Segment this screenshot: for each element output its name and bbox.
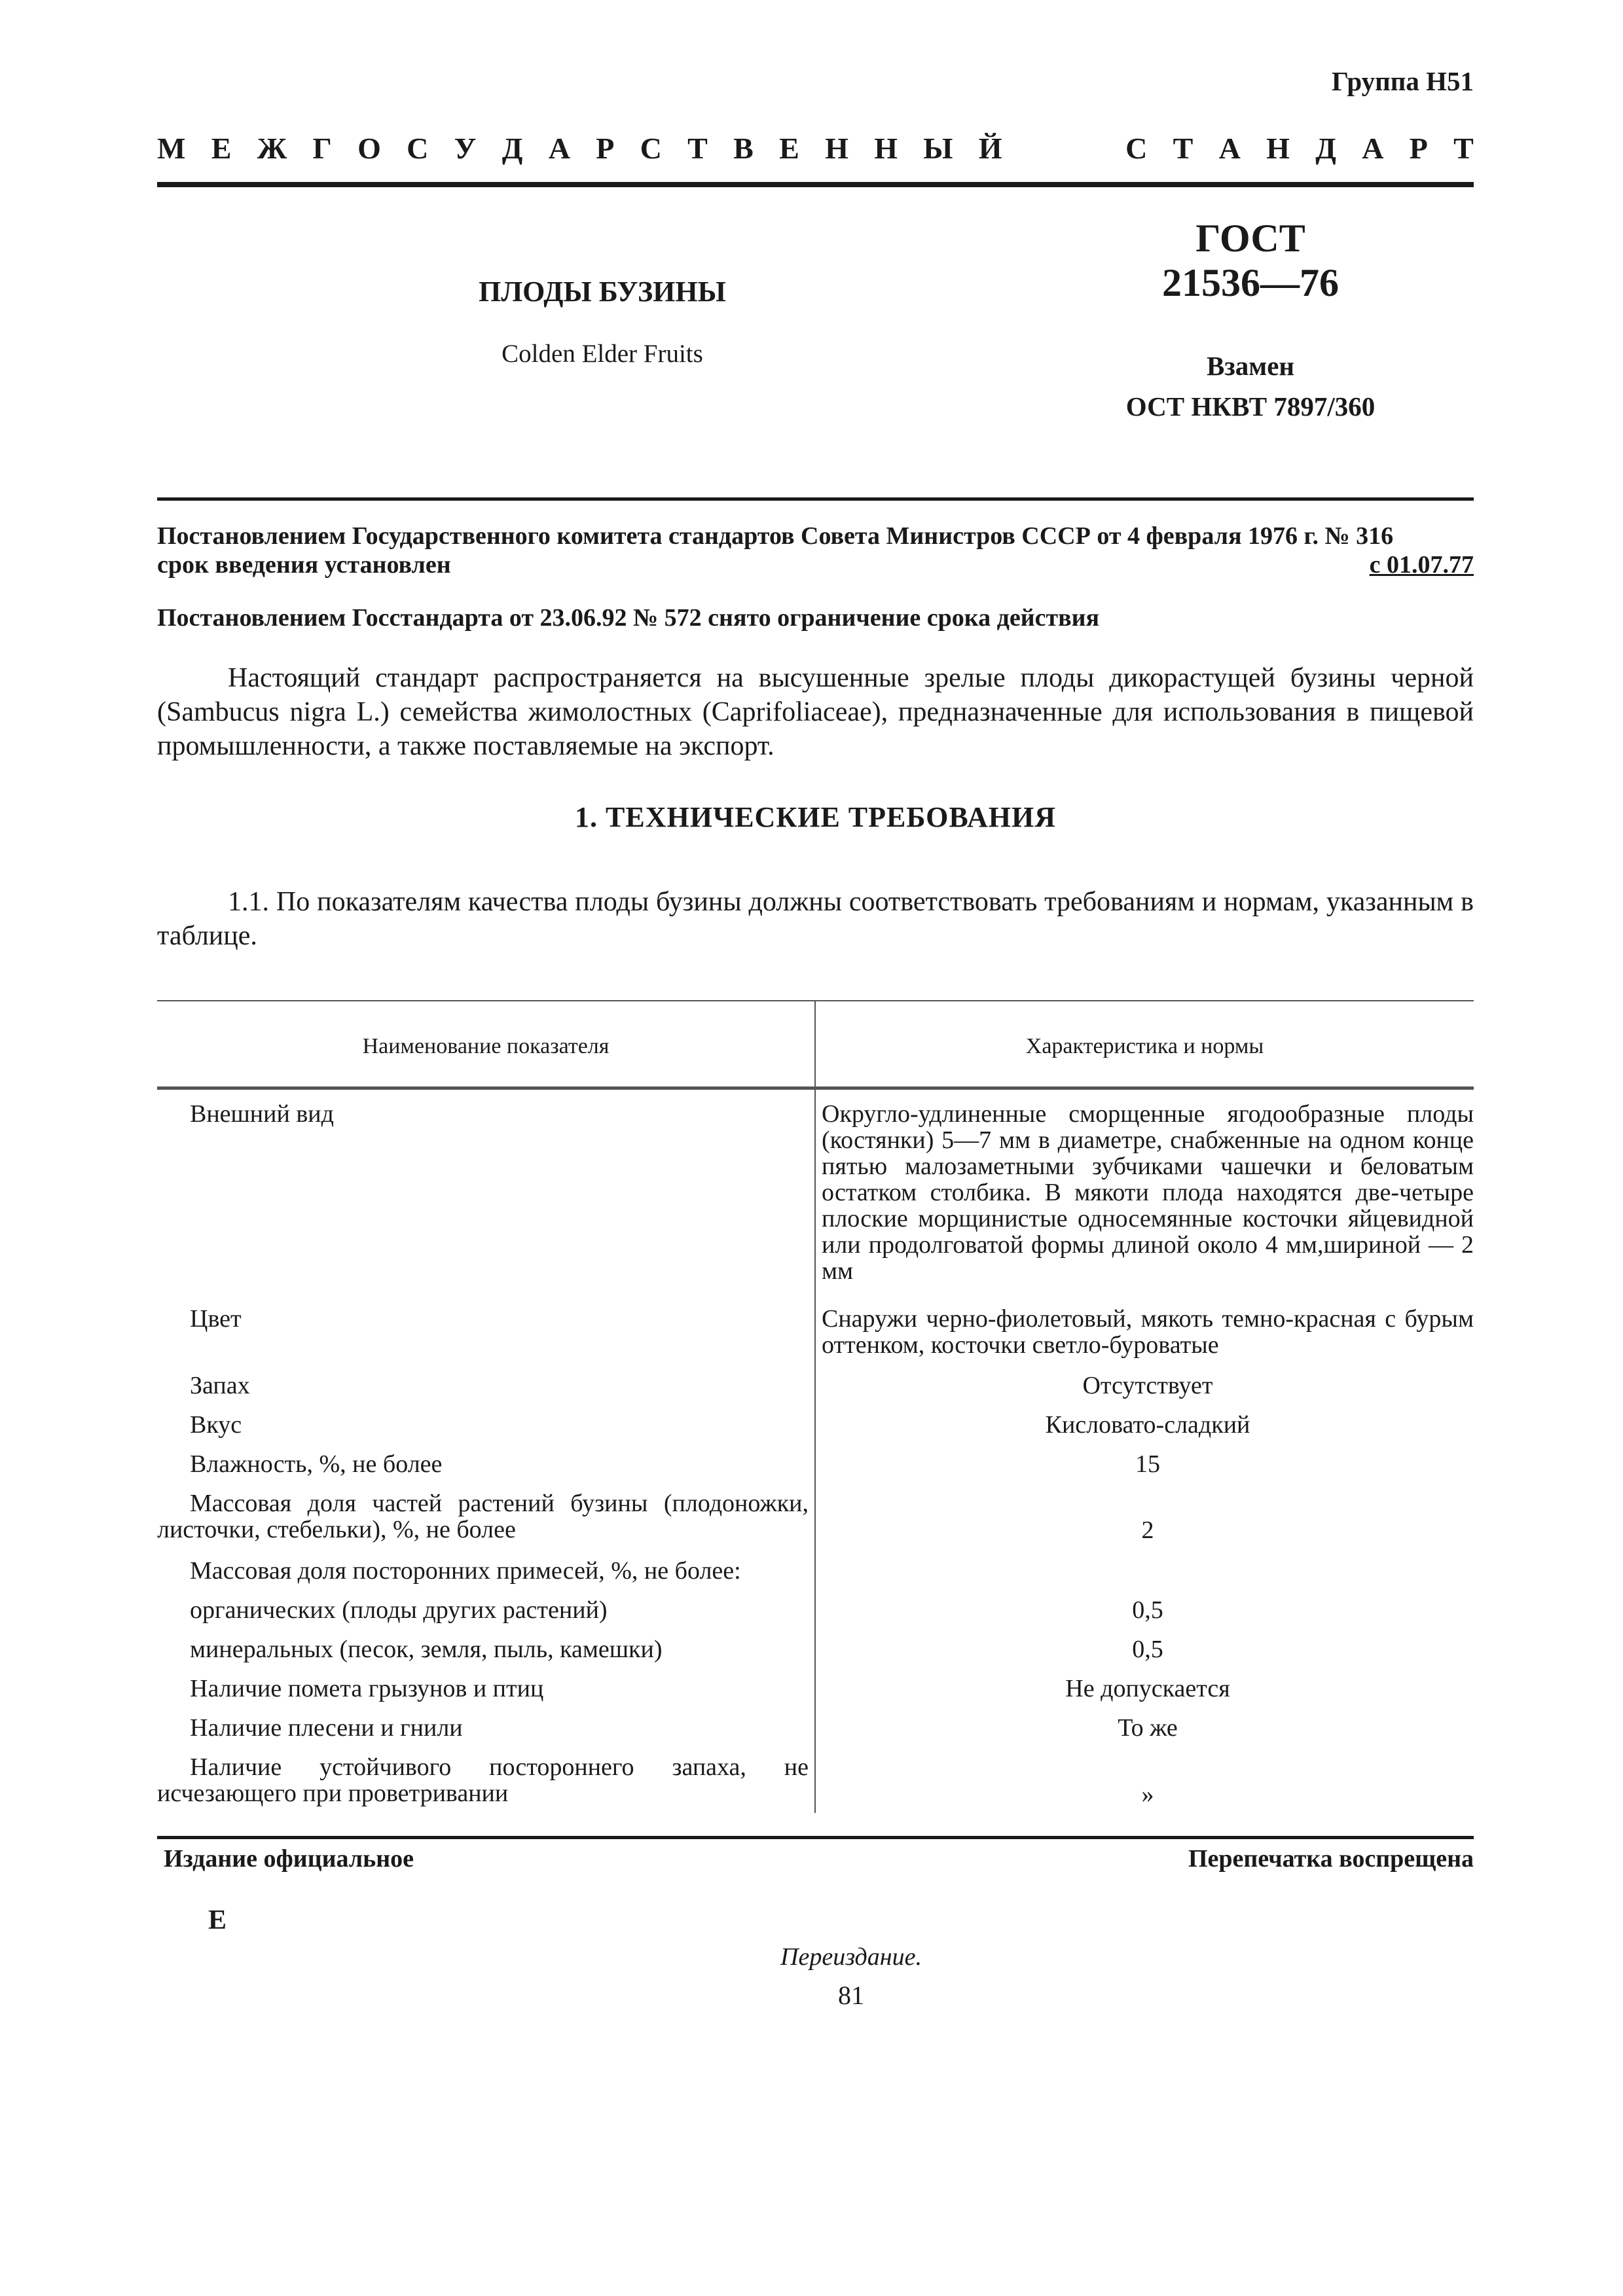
decree-intro <box>157 522 1474 579</box>
replaces-label: Взамен <box>1206 351 1295 381</box>
reissue-note: Переиздание. <box>780 1943 922 1971</box>
banner-letter: Т <box>687 132 708 165</box>
english-title: Colden Elder Fruits <box>501 340 703 368</box>
table-row-value: То же <box>1118 1714 1178 1742</box>
title-rule <box>157 497 1474 501</box>
banner-letter: Д <box>501 132 523 165</box>
table-header-rule <box>157 1086 1474 1090</box>
table-row-value: 15 <box>1135 1450 1160 1478</box>
table-row-name: Цвет <box>190 1305 242 1333</box>
table-row-name: Запах <box>190 1372 250 1399</box>
banner-word-gap <box>1028 131 1100 166</box>
banner-letter: В <box>733 132 754 165</box>
table-row-value: Отсутствует <box>1082 1372 1213 1399</box>
banner-letter: Г <box>312 132 332 165</box>
banner-letter: А <box>1362 132 1384 165</box>
table-column-divider <box>814 1000 816 1813</box>
banner-letter: С <box>640 132 662 165</box>
table-row-name: Вкус <box>190 1411 242 1439</box>
banner-letter: Е <box>211 132 232 165</box>
edition-mark: Е <box>208 1905 227 1935</box>
table-row-name: Наличие помета грызунов и птиц <box>190 1675 544 1702</box>
gost-number: 21536—76 <box>1162 261 1339 304</box>
banner-letter: Н <box>1266 132 1290 165</box>
standard-banner <box>157 131 1474 166</box>
table-row-name: Массовая доля посторонних примесей, %, не более: <box>190 1557 741 1585</box>
banner-letter: Е <box>779 132 799 165</box>
table-row-value: Не допускается <box>1065 1675 1230 1702</box>
decree-effective-date: с 01.07.77 <box>1369 551 1474 579</box>
table-row-value: 0,5 <box>1132 1636 1163 1663</box>
table-row-name: Наличие плесени и гнили <box>190 1714 463 1742</box>
replaces-doc: ОСТ НКВТ 7897/360 <box>1125 391 1376 422</box>
gost-designation <box>1021 216 1480 305</box>
banner-letter: А <box>1218 132 1241 165</box>
table-row-value: 0,5 <box>1132 1596 1163 1624</box>
banner-letter: Ы <box>923 132 953 165</box>
banner-letter: Н <box>825 132 848 165</box>
replaces-block <box>1021 346 1480 427</box>
banner-letter: С <box>1125 132 1148 165</box>
table-row-value: Снаружи черно-фиолетовый, мякоть темно-красная с бурым оттенком, косточки светло-буроватые <box>822 1305 1474 1359</box>
scope-paragraph: Настоящий стандарт распространяется на высушенные зрелые плоды дикорастущей бузины черной (Sambucus nigra L.) семейства жимолостных (Caprifoliaceae), предназначенные для использования в пищевой промышленности, а также поставляемые на экспорт. <box>157 663 1474 761</box>
banner-letter: Ж <box>257 132 287 165</box>
banner-letter: Й <box>978 132 1002 165</box>
decree-line1: Постановлением Государственного комитета стандартов Совета Министров СССР от 4 февраля 1976 г. № 316 <box>157 522 1394 550</box>
table-row-value: Кисловато-сладкий <box>1045 1411 1250 1439</box>
banner-letter: Р <box>1409 132 1428 165</box>
gost-label: ГОСТ <box>1195 217 1305 260</box>
decree-effective-label: срок введения установлен <box>157 551 451 579</box>
banner-letter: Т <box>1173 132 1194 165</box>
group-code: Группа Н51 <box>1331 66 1474 96</box>
table-row-name: органических (плоды других растений) <box>190 1596 608 1624</box>
clause-1-1: 1.1. По показателям качества плоды бузины должны соответствовать требованиям и нормам, указанным в таблице. <box>157 887 1474 951</box>
table-row-name: Наличие устойчивого постороннего запаха, не исчезающего при проветривании <box>157 1753 809 1807</box>
table-header-value: Характеристика и нормы <box>1025 1034 1264 1058</box>
page-number: 81 <box>838 1981 864 2010</box>
banner-letter: М <box>157 132 186 165</box>
table-row-name: минеральных (песок, земля, пыль, камешки) <box>190 1636 663 1663</box>
table-row-name: Внешний вид <box>190 1100 334 1128</box>
table-row-value: Округло-удлиненные сморщенные ягодообразные плоды (костянки) 5—7 мм в диаметре, снабженные на одном конце пятью малозаметными зубчиками чашечки и беловатым остатком столбика. В мякоти плода находятся две-четыре плоские морщинистые односемянные косточки яйцевидной или продолговатой формы длиной около 4 мм,шириной — 2 мм <box>822 1100 1474 1285</box>
table-row-name: Массовая доля частей растений бузины (плодоножки, листочки, стебельки), %, не более <box>157 1490 809 1543</box>
banner-letter: Д <box>1315 132 1336 165</box>
decree-line2 <box>157 550 1474 579</box>
official-edition-label: Издание официальное <box>164 1845 414 1873</box>
banner-letter: Р <box>596 132 615 165</box>
decree-limit-removed: Постановлением Госстандарта от 23.06.92 № 572 снято ограничение срока действия <box>157 604 1100 632</box>
banner-letter: О <box>357 132 381 165</box>
banner-letter: А <box>548 132 570 165</box>
footer-rule <box>157 1836 1474 1839</box>
banner-letter: У <box>454 132 477 165</box>
section-heading: 1. ТЕХНИЧЕСКИЕ ТРЕБОВАНИЯ <box>575 801 1056 833</box>
banner-letter: Т <box>1453 132 1474 165</box>
table-header-name: Наименование показателя <box>362 1034 610 1058</box>
table-row-value: 2 <box>1141 1516 1154 1544</box>
table-row-name: Влажность, %, не более <box>190 1450 443 1478</box>
banner-rule <box>157 182 1474 187</box>
document-title: ПЛОДЫ БУЗИНЫ <box>479 276 726 308</box>
banner-letter: Н <box>874 132 898 165</box>
table-row-value: » <box>1141 1781 1154 1808</box>
reprint-prohibited-label: Перепечатка воспрещена <box>1188 1845 1474 1873</box>
banner-letter: С <box>407 132 429 165</box>
